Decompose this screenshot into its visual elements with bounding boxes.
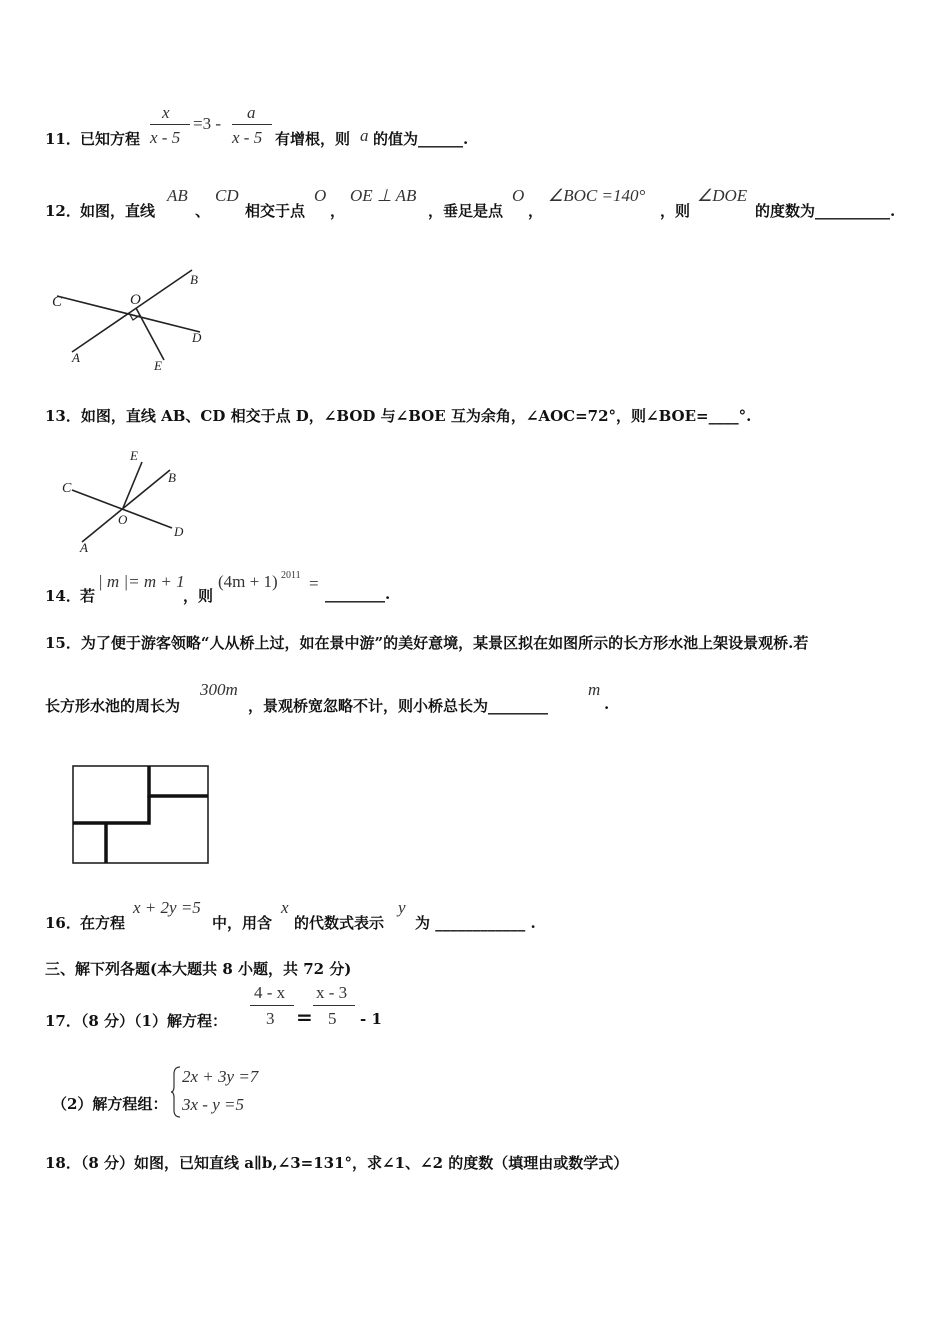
q15-text-1: 长方形水池的周长为 bbox=[45, 697, 181, 715]
q16-math-y: y bbox=[398, 898, 406, 917]
q17-part-2-label: （2）解方程组： bbox=[52, 1095, 168, 1113]
q15-text-3: . bbox=[604, 695, 610, 713]
q15-pool-figure bbox=[70, 763, 215, 868]
q13-figure bbox=[50, 440, 200, 555]
q15-math-perimeter: 300m bbox=[200, 680, 238, 699]
question-18: 18．（8 分）如图，已知直线 a∥b,∠3=131°，求∠1、∠2 的度数（填理由或数学式） bbox=[45, 1154, 629, 1172]
q15-bridge-upper bbox=[149, 766, 208, 796]
q11-fraction2-numerator: a bbox=[247, 103, 256, 122]
q12-label-c: C bbox=[52, 294, 63, 310]
q12-math-cd: CD bbox=[215, 186, 239, 205]
q12-line-ab bbox=[72, 270, 192, 352]
q12-text-3: 相交于点 bbox=[245, 202, 306, 220]
q11-prefix: 已知方程 bbox=[80, 130, 141, 148]
q17-header: 17．（8 分）（1）解方程： bbox=[45, 1012, 227, 1030]
section-3-heading: 三、解下列各题(本大题共 8 小题，共 72 分) bbox=[45, 960, 352, 978]
q17-equals: = bbox=[296, 1005, 313, 1029]
q12-label-b: B bbox=[190, 272, 198, 287]
q17-fraction2-denominator: 5 bbox=[328, 1009, 337, 1028]
q15-math-unit: m bbox=[588, 680, 601, 699]
q12-label-d: D bbox=[192, 330, 202, 345]
q12-math-angle-boc: ∠BOC =140° bbox=[548, 186, 646, 205]
q12-label-e: E bbox=[154, 358, 162, 373]
q16-text-3: 的代数式表示 bbox=[294, 914, 385, 932]
q12-label-a: A bbox=[72, 350, 80, 365]
q12-text-5: ，垂足是点 bbox=[428, 202, 504, 220]
q12-text-1: 如图，直线 bbox=[80, 202, 156, 220]
q12-text-4: ， bbox=[330, 202, 346, 220]
q12-text-6: ， bbox=[528, 202, 544, 220]
q14-text-1: 若 bbox=[80, 587, 96, 605]
q12-ray-oe bbox=[136, 308, 164, 360]
q14-math-2: (4m + 1) bbox=[218, 572, 278, 591]
q17-fraction1-bar bbox=[250, 1005, 294, 1006]
q15-text-2: ，景观桥宽忽略不计，则小桥总长为________ bbox=[248, 697, 549, 715]
q12-text-7: ，则 bbox=[660, 202, 691, 220]
q12-math-ab: AB bbox=[167, 186, 188, 205]
q11-variable-a: a bbox=[360, 126, 369, 145]
q17-system-equation-2: 3x - y =5 bbox=[182, 1095, 244, 1114]
q13-label-c: C bbox=[62, 481, 72, 496]
q17-system-brace bbox=[170, 1066, 182, 1118]
q13-label-b: B bbox=[168, 470, 176, 485]
q16-math-x: x bbox=[281, 898, 289, 917]
q12-label-o: O bbox=[130, 292, 141, 308]
q17-fraction2-numerator: x - 3 bbox=[316, 983, 348, 1002]
q17-system-equation-1: 2x + 3y =7 bbox=[182, 1067, 259, 1086]
q16-text-2: 中，用含 bbox=[212, 914, 273, 932]
q14-number: 14． bbox=[45, 587, 81, 605]
q13-label-e: E bbox=[130, 448, 138, 463]
q11-number: 11． bbox=[45, 130, 81, 148]
q11-fraction2-denominator: x - 5 bbox=[232, 128, 263, 147]
q16-text-4: 为 ____________ . bbox=[415, 914, 536, 932]
q15-pool-outline bbox=[73, 766, 208, 863]
q14-math-1: | m |= m + 1 bbox=[98, 572, 185, 591]
q15-line-1: 15．为了便于游客领略“人从桥上过，如在景中游”的美好意境，某景区拟在如图所示的长方形水池上架设景观桥.若 bbox=[45, 634, 809, 652]
q12-text-2: 、 bbox=[195, 202, 211, 220]
q13-label-a: A bbox=[80, 540, 88, 555]
q17-fraction1-denominator: 3 bbox=[266, 1009, 275, 1028]
q17-fraction2-bar bbox=[313, 1005, 355, 1006]
q14-exponent: 2011 bbox=[281, 570, 301, 581]
q17-tail: - 1 bbox=[360, 1010, 382, 1028]
q17-fraction1-numerator: 4 - x bbox=[254, 983, 286, 1002]
q13-line-ab bbox=[82, 470, 170, 542]
q11-fraction1-bar bbox=[150, 124, 190, 125]
q11-suffix: 的值为______. bbox=[373, 130, 469, 148]
q14-text-2: ，则 bbox=[183, 587, 214, 605]
q12-math-o2: O bbox=[512, 186, 525, 205]
q12-math-perp: OE ⊥ AB bbox=[350, 186, 417, 205]
question-13: 13．如图，直线 AB、CD 相交于点 D，∠BOD 与∠BOE 互为余角，∠AOC=72°，则∠BOE=____°. bbox=[45, 407, 752, 425]
q12-text-8: 的度数为__________. bbox=[755, 202, 896, 220]
q14-blank: ________. bbox=[325, 585, 391, 603]
q13-label-o: O bbox=[118, 512, 128, 527]
q12-math-o1: O bbox=[314, 186, 327, 205]
q12-math-angle-doe: ∠DOE bbox=[697, 186, 748, 205]
q11-fraction2-bar bbox=[232, 124, 272, 125]
q16-math-equation: x + 2y =5 bbox=[133, 898, 201, 917]
q11-fraction1-numerator: x bbox=[162, 103, 170, 122]
q11-middle-text: 有增根，则 bbox=[275, 130, 351, 148]
q16-number: 16． bbox=[45, 914, 81, 932]
q12-number: 12． bbox=[45, 202, 81, 220]
q12-figure bbox=[40, 262, 220, 377]
q14-equals: = bbox=[309, 574, 319, 593]
q11-equals: =3 - bbox=[193, 114, 221, 133]
q15-bridge-middle bbox=[73, 796, 149, 823]
q16-text-1: 在方程 bbox=[80, 914, 126, 932]
q11-fraction1-denominator: x - 5 bbox=[150, 128, 181, 147]
q13-label-d: D bbox=[174, 524, 184, 539]
